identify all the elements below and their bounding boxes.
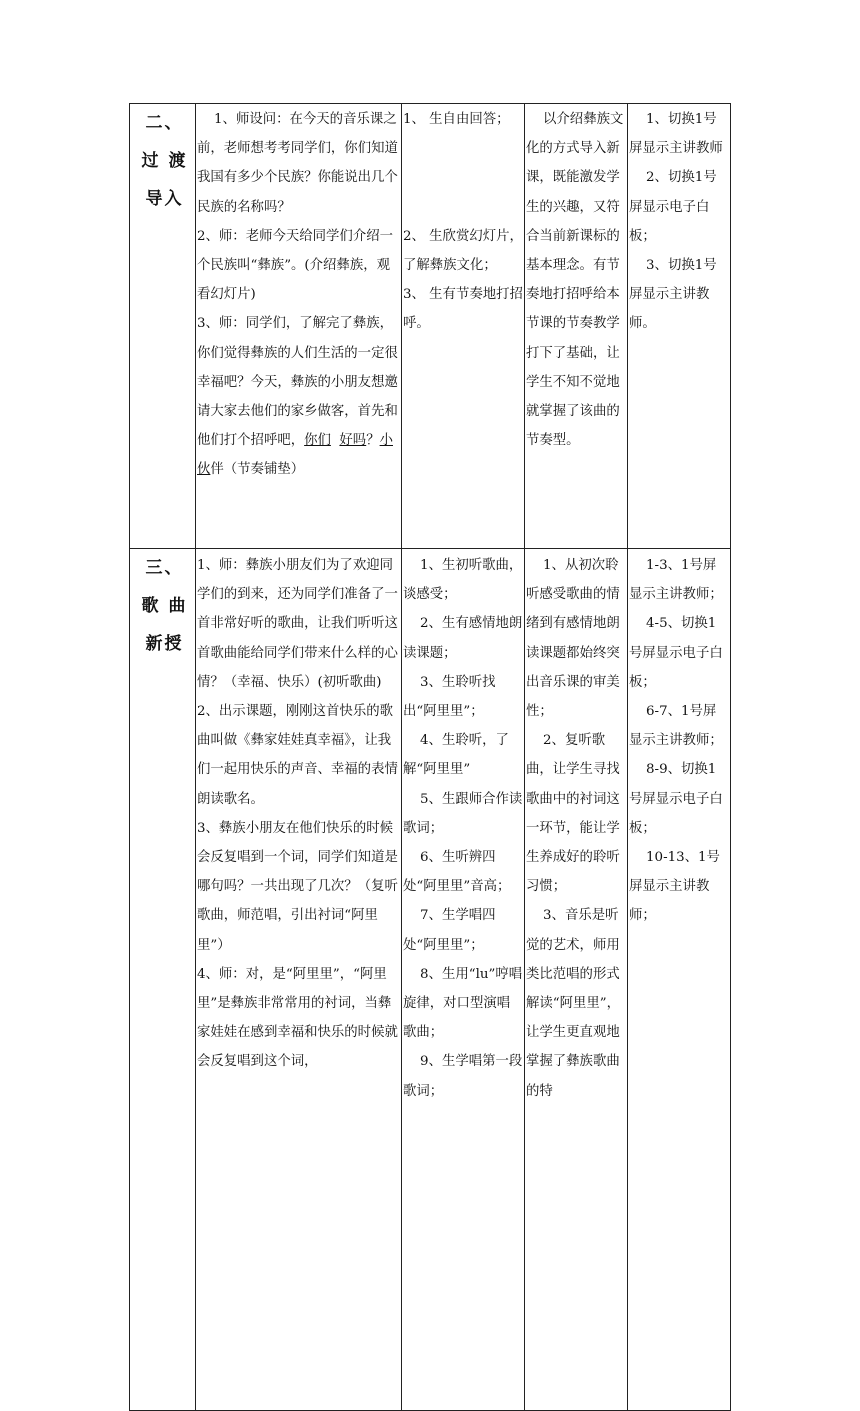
design-intent-text: 1、从初次聆听感受歌曲的情绪到有感情地朗读课题都始终突出音乐课的审美性； 2、复听歌曲，让学生寻找歌曲中的衬词这一环节，能让学生养成好的聆听习惯； 3、音乐是听觉的艺术，师用类比范唱的形式解读“阿里里”，让学生更直观地掌握了彝族歌曲的特 [526,558,621,1099]
phase-title-line: 歌 曲 [141,596,188,616]
underlined-text: 你们 [304,433,331,449]
teacher-activity-text [196,104,401,485]
phase-title-line: 二、 [145,113,184,133]
phase-cell [130,549,196,1411]
media-cell [628,104,731,549]
design-intent-cell [525,549,628,1411]
student-activity-text: 1、生初听歌曲，谈感受； 2、生有感情地朗读课题； 3、生聆听找出“阿里里”； 4、生聆听，了解“阿里里” 5、生跟师合作读歌词； 6、生听辨四处“阿里里”音高； 7、生学唱四处“阿里里”； 8、生用“lu”哼唱旋律，对口型演唱歌曲； 9、生学唱第一段歌词； [403,558,523,1099]
media-cell [628,549,731,1411]
underlined-text: 小伙 [197,433,393,478]
teacher-activity-cell [196,104,402,549]
phase-title-line: 导入 [145,189,184,209]
student-activity-cell [402,549,525,1411]
underlined-text: 好吗 [339,433,367,449]
phase-cell [130,104,196,549]
student-activity-cell [402,104,525,549]
lesson-plan-table [129,103,731,1411]
table-row-transition-intro [130,104,731,549]
design-intent-cell [525,104,628,549]
teacher-activity-text: 1、师：彝族小朋友们为了欢迎同学们的到来，还为同学们准备了一首非常好听的歌曲，让我们听听这首歌曲能给同学们带来什么样的心情？（幸福、快乐）(初听歌曲) 2、出示课题，刚刚这首快乐的歌曲叫做《彝家娃娃真幸福》，让我们一起用快乐的声音、幸福的表情朗读歌名。 3、彝族小朋友在他们快乐的时候会反复唱到一个词，同学们知道是哪句吗？一共出现了几次？（复听歌曲，师范唱，引出衬词“阿里里”） 4、师：对，是“阿里里”，“阿里里”是彝族非常常用的衬词，当彝家娃娃在感到幸福和快乐的时候就会反复唱到这个词， [197,558,398,1070]
media-text: 1、切换1号屏显示主讲教师 2、切换1号屏显示电子白板； 3、切换1号屏显示主讲教师。 [629,112,723,332]
phase-title-line: 过 渡 [141,151,188,171]
media-text: 1-3、1号屏显示主讲教师； 4-5、切换1号屏显示电子白板； 6-7、1号屏显示主讲教师； 8-9、切换1号屏显示电子白板； 10-13、1号屏显示主讲教师； [629,558,723,924]
phase-title-line: 新授 [145,634,184,654]
teacher-activity-cell [196,549,402,1411]
student-activity-text: 1、 生自由回答； 2、 生欣赏幻灯片，了解彝族文化； 3、 生有节奏地打招呼。 [403,112,523,332]
teacher-text: 1、师设问：在今天的音乐课之前，老师想考考同学们，你们知道我国有多少个民族？你能说出几个民族的名称吗？ 2、师：老师今天给同学们介绍一个民族叫“彝族”。(介绍彝族，观看幻灯片) 3、师：同学们，了解完了彝族，你们觉得彝族的人们生活的一定很幸福吧？今天，彝族的小朋友想邀请大家去他们的家乡做客，首先和他们打个招呼吧， [197,112,398,449]
teacher-text: 伴（节奏铺垫） [210,462,305,478]
design-intent-text: 以介绍彝族文化的方式导入新课，既能激发学生的兴趣，又符合当前新课标的基本理念。有节奏地打招呼给本节课的节奏教学打下了基础，让学生不知不觉地就掌握了该曲的节奏型。 [526,112,624,449]
phase-title-line: 三、 [145,558,184,578]
teacher-text: ？ [366,433,380,449]
table-row-new-song [130,549,731,1411]
